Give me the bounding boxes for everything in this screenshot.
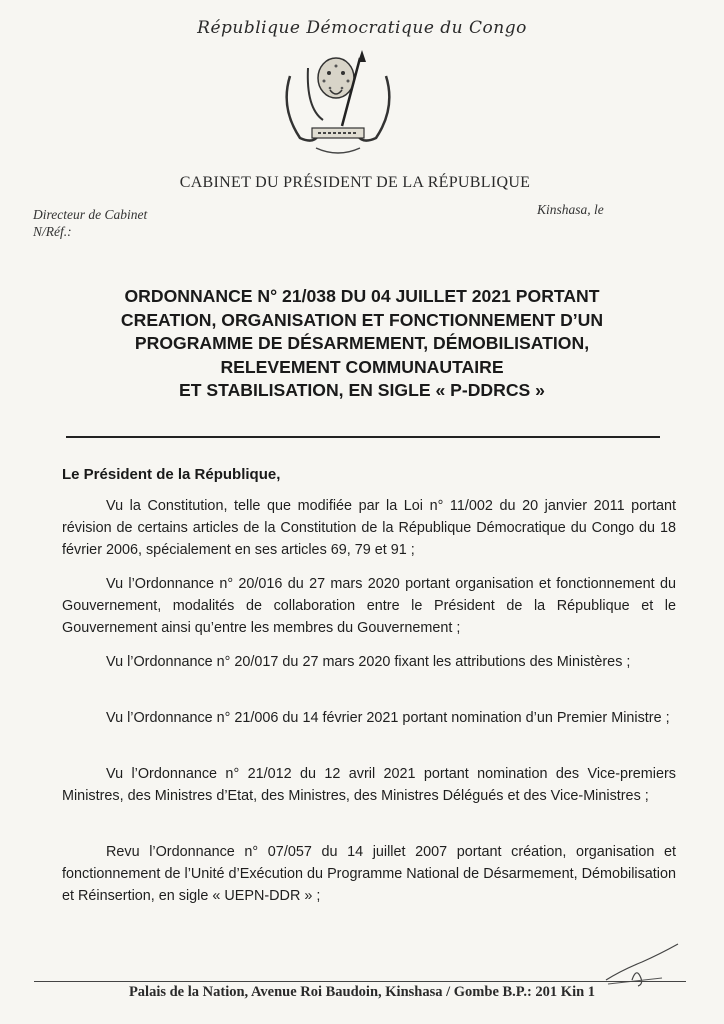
paragraph-ordonnance-07-057: Revu l’Ordonnance n° 07/057 du 14 juillet 2007 portant création, organisation et fonctionnement de l’Unité d’Exécution du Programme National de Désarmement, Démobilisation et Réinsertion, en sigle « UEPN-DDR » ; [62, 844, 676, 904]
sender-block [33, 206, 147, 240]
title-line: ET STABILISATION, EN SIGLE « P-DDRCS » [179, 380, 545, 400]
title-line: RELEVEMENT COMMUNAUTAIRE [220, 356, 504, 377]
ordinance-title [40, 285, 684, 403]
title-line: CREATION, ORGANISATION ET FONCTIONNEMENT D’UN [120, 309, 604, 330]
cabinet-header: CABINET DU PRÉSIDENT DE LA RÉPUBLIQUE [179, 174, 531, 191]
signature-mark [602, 940, 682, 990]
paragraph-ordonnance-20-016: Vu l’Ordonnance n° 20/016 du 27 mars 2020 portant organisation et fonctionnement du Gouvernement, modalités de collaboration entre le Président de la République et le Gouvernement ainsi qu’entre les membres du Gouvernement ; [62, 576, 676, 636]
paragraph-constitution: Vu la Constitution, telle que modifiée par la Loi n° 11/002 du 20 janvier 2011 portant révision de certains articles de la Constitution de la République Démocratique du Congo du 18 février 2006, spécialement en ses articles 69, 79 et 91 ; [62, 498, 676, 558]
republic-header: République Démocratique du Congo [197, 18, 527, 38]
director-label: Directeur de Cabinet [33, 207, 148, 222]
president-heading: Le Président de la République, [62, 466, 281, 483]
title-divider [66, 436, 660, 438]
footer-address: Palais de la Nation, Avenue Roi Baudoin, Kinshasa / Gombe B.P.: 201 Kin 1 [128, 984, 596, 1000]
place-date: Kinshasa, le [537, 202, 604, 217]
title-line: PROGRAMME DE DÉSARMEMENT, DÉMOBILISATION, [134, 333, 590, 353]
paragraph-ordonnance-20-017: Vu l’Ordonnance n° 20/017 du 27 mars 2020 fixant les attributions des Ministères ; [106, 654, 631, 670]
reference-label: N/Réf.: [33, 224, 72, 239]
paragraph-ordonnance-21-012: Vu l’Ordonnance n° 21/012 du 12 avril 2021 portant nomination des Vice-premiers Ministres, des Ministres d’Etat, des Ministres, des Ministres Délégués et des Vice-Ministres ; [62, 766, 676, 804]
footer-divider [34, 981, 686, 982]
title-line: ORDONNANCE N° 21/038 DU 04 JUILLET 2021 PORTANT [124, 286, 600, 306]
paragraph-ordonnance-21-006: Vu l’Ordonnance n° 21/006 du 14 février 2021 portant nomination d’un Premier Ministre ; [106, 710, 670, 726]
coat-of-arms-emblem [278, 48, 398, 166]
